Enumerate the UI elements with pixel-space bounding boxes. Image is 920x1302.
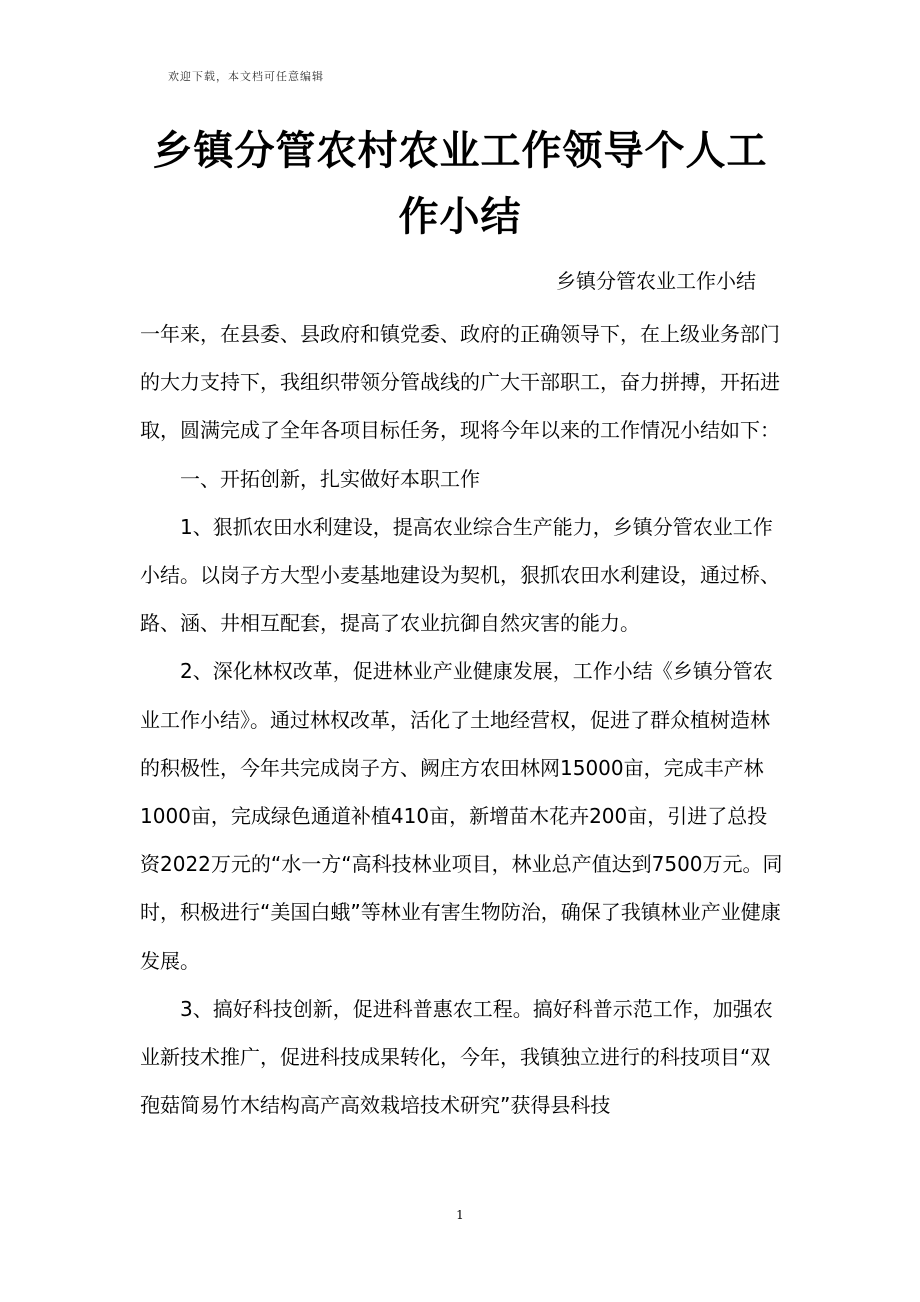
title-line-1: 乡镇分管农村农业工作领导个人工 — [152, 128, 768, 174]
paragraph-intro: 一年来，在县委、县政府和镇党委、政府的正确领导下，在上级业务部门的大力支持下，我组织带领分管战线的广大干部职工，奋力拼搏，开拓进取，圆满完成了全年各项目标任务，现将今年以来的工作情况小结如下： — [140, 322, 780, 443]
paragraph-item-2: 2、深化林权改革，促进林业产业健康发展，工作小结《乡镇分管农业工作小结》。通过林权改革，活化了土地经营权，促进了群众植树造林的积极性，今年共完成岗子方、阙庄方农田林网15000亩，完成丰产林1000亩，完成绿色通道补植410亩，新增苗木花卉200亩，引进了总投资2022万元的“水一方“高科技林业项目，林业总产值达到7500万元。同时，积极进行“美国白蛾”等林业有害生物防治，确保了我镇林业产业健康发展。 — [140, 659, 783, 973]
document-subtitle: 乡镇分管农业工作小结 — [556, 269, 756, 293]
document-title — [140, 118, 780, 250]
title-line-2: 作小结 — [398, 194, 522, 240]
document-body — [140, 310, 786, 1129]
section-heading-1: 一、开拓创新，扎实做好本职工作 — [180, 466, 480, 491]
paragraph-item-3: 3、搞好科技创新，促进科普惠农工程。搞好科普示范工作，加强农业新技术推广，促进科技成果转化，今年，我镇独立进行的科技项目“双孢菇简易竹木结构高产高效栽培技术研究”获得县科技 — [140, 996, 773, 1118]
download-notice: 欢迎下载，本文档可任意编辑 — [168, 70, 324, 83]
page-number: 1 — [456, 1208, 464, 1222]
paragraph-item-1: 1、狠抓农田水利建设，提高农业综合生产能力，乡镇分管农业工作小结。以岗子方大型小麦基地建设为契机，狠抓农田水利建设，通过桥、路、涵、井相互配套，提高了农业抗御自然灾害的能力。 — [140, 514, 780, 636]
